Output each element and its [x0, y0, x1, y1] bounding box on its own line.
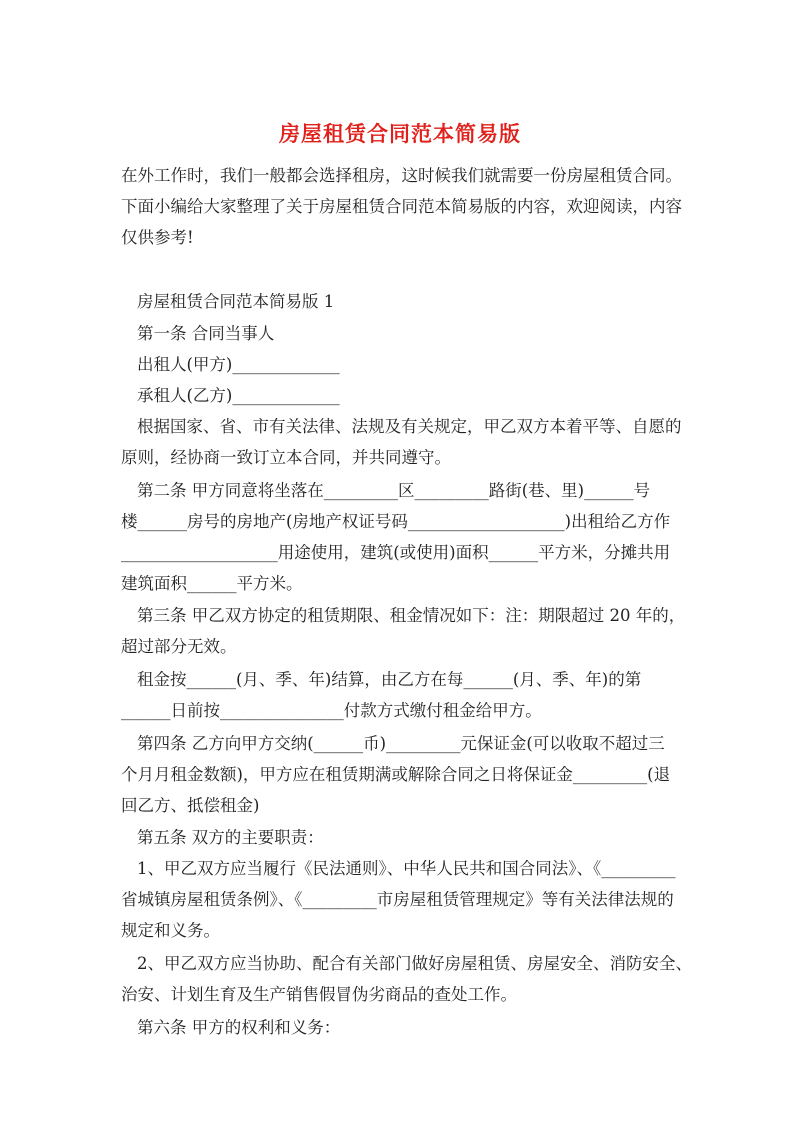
section-heading: 房屋租赁合同范本简易版 1: [137, 292, 335, 311]
lessor-line: 出租人(甲方)_____________: [137, 355, 340, 374]
duty-1-paragraph: 1、甲乙双方应当履行《民法通则》、中华人民共和国合同法》、《_________ 省城镇房屋租赁条例》、《_________市房屋租赁管理规定》等有关法律法规的 规定和义务。: [121, 859, 676, 940]
rent-paragraph: 租金按______(月、季、年)结算，由乙方在每______(月、季、年)的第 ______日前按_______________付款方式缴付租金给甲方。: [121, 670, 642, 720]
intro-line: 仅供参考!: [121, 228, 194, 247]
article-6-heading: 第六条 甲方的权利和义务：: [137, 1018, 341, 1037]
document-title: 房屋租赁合同范本简易版: [279, 121, 521, 146]
lessee-line: 承租人(乙方)_____________: [137, 386, 340, 405]
principle-paragraph: 根据国家、省、市有关法律、法规及有关规定，甲乙双方本着平等、自愿的 原则，经协商一致订立本合同，并共同遵守。: [121, 417, 682, 467]
duty-2-paragraph: 2、甲乙双方应当协助、配合有关部门做好房屋租赁、房屋安全、消防安全、 治安、计划生育及生产销售假冒伪劣商品的查处工作。: [121, 954, 692, 1004]
article-1-heading: 第一条 合同当事人: [137, 324, 275, 343]
article-5-heading: 第五条 双方的主要职责：: [137, 828, 324, 847]
intro-line: 在外工作时，我们一般都会选择租房，这时候我们就需要一份房屋租赁合同。: [121, 166, 682, 185]
article-2-paragraph: 第二条 甲方同意将坐落在_________区_________路街(巷、里)______号 楼______房号的房地产(房地产权证号码___________________)出租给乙方作 ___________________用途使用，建筑(或使用)面积______平方米，分摊共用 建筑面积______平方米。: [121, 481, 671, 593]
intro-line: 下面小编给大家整理了关于房屋租赁合同范本简易版的内容，欢迎阅读，内容: [121, 197, 682, 216]
article-4-paragraph: 第四条 乙方向甲方交纳(______币)_________元保证金(可以收取不超过三 个月月租金数额)，甲方应在租赁期满或解除合同之日将保证金_________(退 回乙方、抵偿租金): [121, 734, 671, 815]
intro-paragraph: [121, 160, 681, 253]
article-3-paragraph: 第三条 甲乙双方协定的租赁期限、租金情况如下：注：期限超过 20 年的， 超过部分无效。: [121, 606, 686, 656]
